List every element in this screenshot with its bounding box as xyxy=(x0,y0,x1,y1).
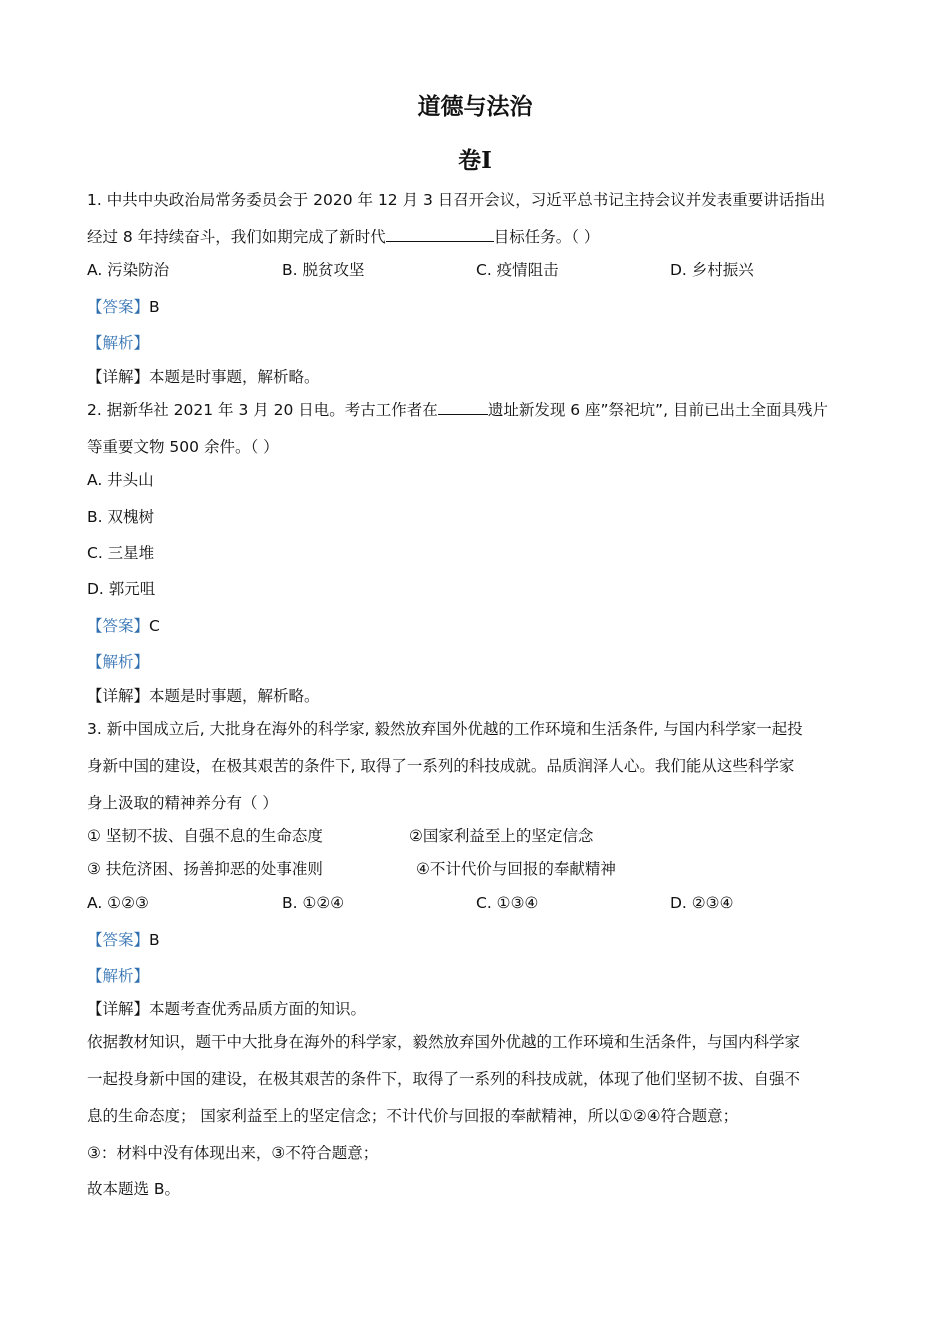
detail-tag: 【详解】 xyxy=(87,1000,150,1018)
q1-fill-blank xyxy=(386,226,494,242)
q1-answer-value: B xyxy=(149,298,160,316)
q3-option-a: A. ①②③ xyxy=(87,894,149,912)
q1-stem-line1: 1. 中共中央政治局常务委员会于 2020 年 12 月 3 日召开会议，习近平总书记主持会议并发表重要讲话指出 xyxy=(87,191,826,209)
q2-option-b: B. 双槐树 xyxy=(87,508,154,526)
q3-statement-1: ① 坚韧不拔、自强不息的生命态度 xyxy=(87,827,323,845)
q2-stem-line2: 等重要文物 500 余件。（ ） xyxy=(87,438,279,456)
q2-answer-value: C xyxy=(149,617,160,635)
q2-stem-line1 xyxy=(87,399,828,421)
q1-option-d: D. 乡村振兴 xyxy=(670,261,754,279)
q3-answer-value: B xyxy=(149,931,160,949)
q1-option-c: C. 疫情阻击 xyxy=(476,261,559,279)
answer-tag: 【答案】 xyxy=(87,617,150,635)
q3-explanation-line4: ③：材料中没有体现出来，③不符合题意； xyxy=(87,1144,379,1162)
q3-statement-4: ④不计代价与回报的奉献精神 xyxy=(416,860,616,878)
answer-tag: 【答案】 xyxy=(87,298,150,316)
q2-option-c: C. 三星堆 xyxy=(87,544,155,562)
q2-option-d: D. 郭元咀 xyxy=(87,580,156,598)
analysis-tag: 【解析】 xyxy=(87,967,150,985)
q1-detail-text: 本题是时事题，解析略。 xyxy=(149,368,320,386)
q1-detail xyxy=(87,366,320,388)
analysis-tag: 【解析】 xyxy=(87,653,150,671)
q1-analysis xyxy=(87,332,149,354)
q2-stem-text-end: 遗址新发现 6 座”祭祀坑”, 目前已出土全面具残片 xyxy=(487,401,828,419)
q3-explanation-line5: 故本题选 B。 xyxy=(87,1180,181,1198)
q2-fill-blank xyxy=(438,399,488,415)
q3-option-c: C. ①③④ xyxy=(476,894,539,912)
q1-stem-line2 xyxy=(87,226,599,248)
q3-statement-3: ③ 扶危济困、扬善抑恶的处事准则 xyxy=(87,860,323,878)
q1-stem-text-end: 目标任务。（ ） xyxy=(493,228,600,246)
q2-option-a: A. 井头山 xyxy=(87,471,154,489)
q1-stem-text: 经过 8 年持续奋斗，我们如期完成了新时代 xyxy=(87,228,386,246)
q3-detail xyxy=(87,998,366,1020)
q3-answer xyxy=(87,929,160,951)
detail-tag: 【详解】 xyxy=(87,368,150,386)
answer-tag: 【答案】 xyxy=(87,931,150,949)
q1-answer xyxy=(87,296,160,318)
q3-detail-text: 本题考查优秀品质方面的知识。 xyxy=(149,1000,367,1018)
q2-detail xyxy=(87,685,320,707)
q3-option-b: B. ①②④ xyxy=(282,894,345,912)
q3-statement-2: ②国家利益至上的坚定信念 xyxy=(409,827,594,845)
q3-explanation-line3: 息的生命态度； 国家利益至上的坚定信念；不计代价与回报的奉献精神，所以①②④符合题意； xyxy=(87,1107,739,1125)
q1-option-b: B. 脱贫攻坚 xyxy=(282,261,365,279)
q3-explanation-line1: 依据教材知识，题干中大批身在海外的科学家，毅然放弃国外优越的工作环境和生活条件，与国内科学家 xyxy=(87,1033,801,1051)
q3-explanation-line2: 一起投身新中国的建设，在极其艰苦的条件下，取得了一系列的科技成就，体现了他们坚韧不拔、自强不 xyxy=(87,1070,801,1088)
q3-analysis xyxy=(87,965,149,987)
q3-stem-line2: 身新中国的建设，在极其艰苦的条件下, 取得了一系列的科技成就。品质润泽人心。我们能从这些科学家 xyxy=(87,757,795,775)
q3-stem-line3: 身上汲取的精神养分有（ ） xyxy=(87,794,278,812)
q2-detail-text: 本题是时事题，解析略。 xyxy=(149,687,320,705)
q2-analysis xyxy=(87,651,149,673)
q1-option-a: A. 污染防治 xyxy=(87,261,170,279)
volume-title: 卷Ⅰ xyxy=(458,147,492,174)
q3-stem-line1: 3. 新中国成立后, 大批身在海外的科学家, 毅然放弃国外优越的工作环境和生活条件, 与国内科学家一起投 xyxy=(87,720,803,738)
q2-stem-text: 2. 据新华社 2021 年 3 月 20 日电。考古工作者在 xyxy=(87,401,438,419)
detail-tag: 【详解】 xyxy=(87,687,150,705)
q3-option-d: D. ②③④ xyxy=(670,894,734,912)
analysis-tag: 【解析】 xyxy=(87,334,150,352)
document-title: 道德与法治 xyxy=(417,93,533,120)
q2-answer xyxy=(87,615,160,637)
